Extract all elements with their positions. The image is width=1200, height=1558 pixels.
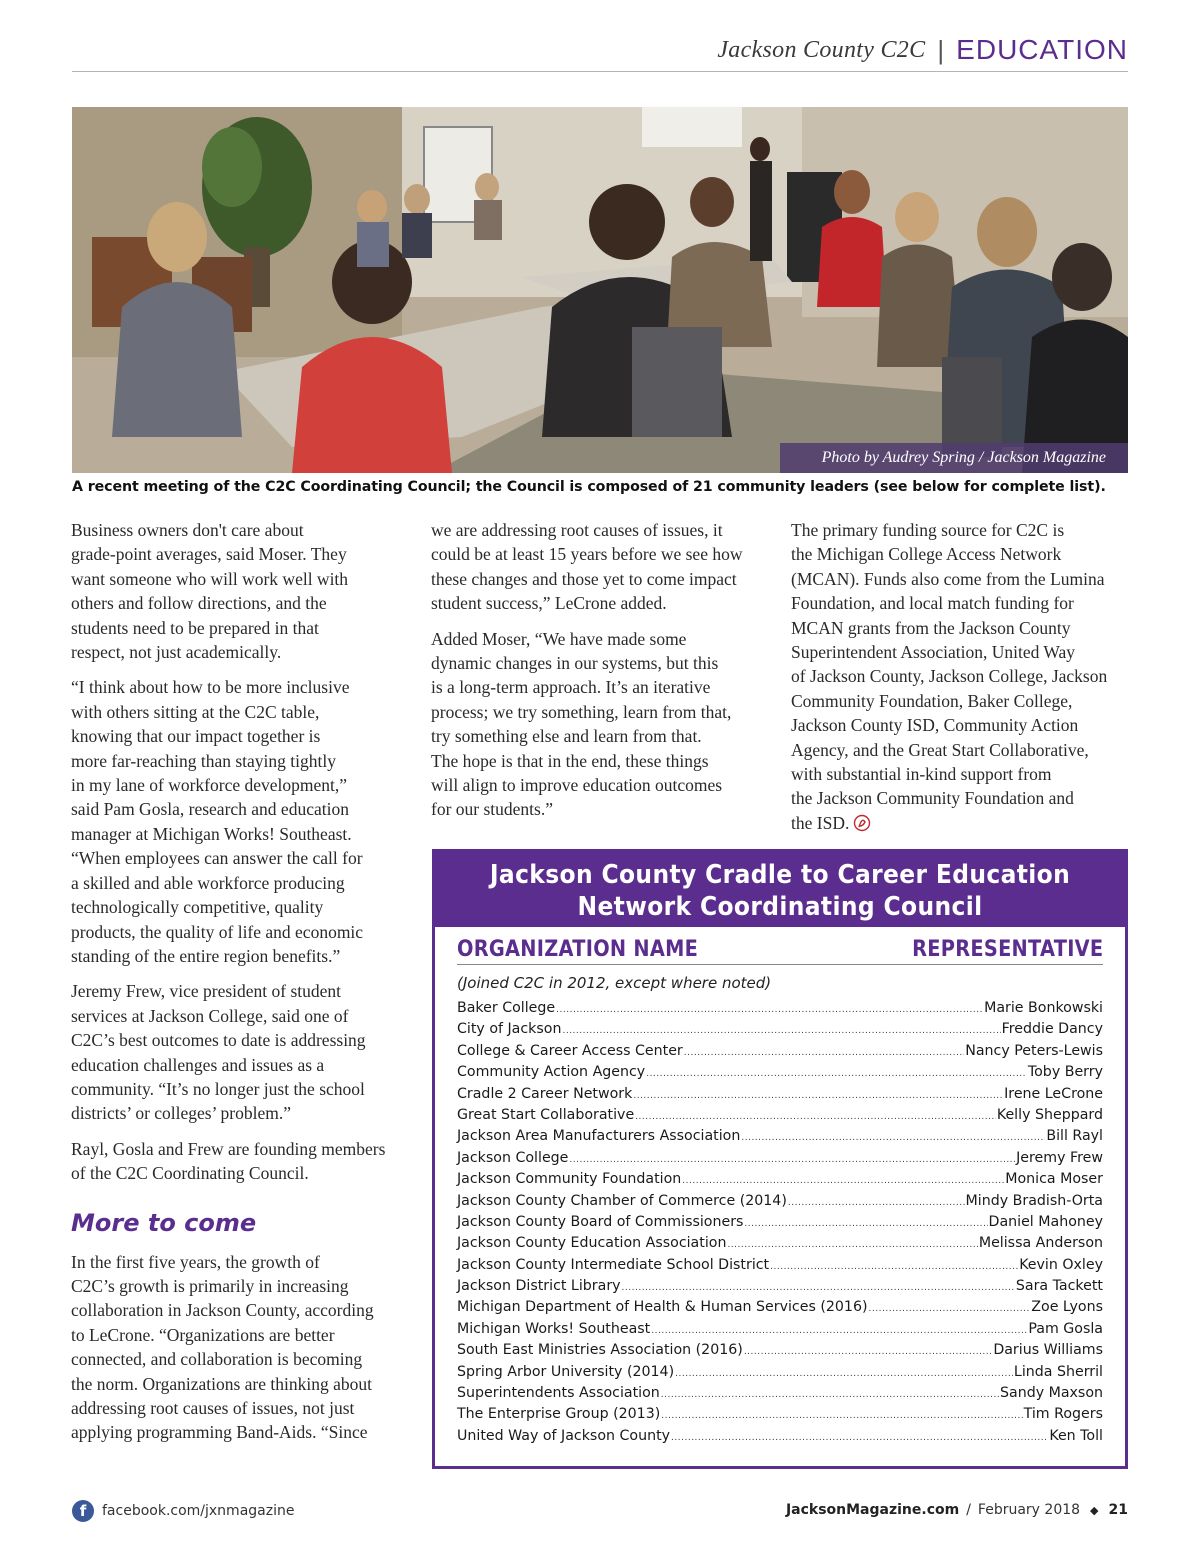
organization-name: Superintendents Association [457, 1385, 660, 1402]
representative-column-header: REPRESENTATIVE [911, 937, 1103, 962]
representative-name: Nancy Peters-Lewis [965, 1042, 1103, 1059]
council-title-line-2: Network Coordinating Council [577, 892, 983, 922]
organization-name: Jackson Area Manufacturers Association [457, 1128, 741, 1145]
council-title-line-1: Jackson County Cradle to Career Education [489, 860, 1071, 890]
council-title-bar [435, 852, 1125, 927]
council-row [457, 1299, 1103, 1320]
diamond-icon: ◆ [1090, 1503, 1099, 1517]
representative-name: Jeremy Frew [1016, 1149, 1103, 1166]
dot-leader [671, 1428, 1048, 1444]
organization-name: Spring Arbor University (2014) [457, 1363, 675, 1380]
council-list-box [432, 849, 1128, 1469]
dot-leader [569, 1150, 1015, 1166]
organization-name: Jackson Community Foundation [457, 1171, 682, 1188]
organization-name: Baker College [457, 1000, 556, 1016]
council-row [457, 1385, 1103, 1406]
meeting-photo [72, 107, 1128, 473]
paragraph: Added Moser, “We have made some dynamic changes in our systems, but this is a long-term approach. It’s an iterative process; we try something, learn from that, try something else and learn from that. The hope is that in the end, these things will align to improve education outcomes for our students.” [431, 628, 732, 820]
council-note: (Joined C2C in 2012, except where noted) [457, 974, 772, 992]
paragraph [791, 518, 1131, 835]
representative-name: Freddie Dancy [1001, 1021, 1103, 1038]
dot-leader [741, 1128, 1045, 1144]
council-row [457, 1406, 1103, 1427]
dot-leader [770, 1257, 1018, 1273]
article-column-2 [431, 518, 771, 833]
organization-name: College & Career Access Center [457, 1042, 683, 1059]
meeting-photo-illustration [72, 107, 1128, 473]
representative-name: Mindy Bradish-Orta [965, 1192, 1103, 1209]
council-row [457, 1107, 1103, 1128]
organization-name: Community Action Agency [457, 1064, 646, 1081]
dot-leader [684, 1043, 964, 1059]
representative-name: Linda Sherril [1013, 1363, 1103, 1380]
article-column-3 [791, 518, 1131, 846]
council-rows [457, 1000, 1103, 1449]
council-row [457, 1257, 1103, 1278]
council-row [457, 1043, 1103, 1064]
organization-name: Cradle 2 Career Network [457, 1085, 633, 1102]
representative-name: Sandy Maxson [1000, 1385, 1103, 1402]
organization-name: Jackson County Intermediate School District [457, 1256, 770, 1273]
paragraph: Jeremy Frew, vice president of student services at Jackson College, said one of C2C’s best outcomes to date is addressing education challenges and issues as a community. “It’s no longer just the school districts’ or colleges’ problem.” [71, 981, 366, 1124]
dot-leader [661, 1385, 999, 1401]
representative-name: Sara Tackett [1015, 1278, 1103, 1295]
dot-leader [635, 1107, 996, 1123]
dot-leader [727, 1235, 977, 1251]
representative-name: Toby Berry [1027, 1064, 1103, 1081]
footer-page-info [786, 1502, 1128, 1518]
header-separator: | [937, 34, 945, 65]
council-row [457, 1150, 1103, 1171]
representative-name: Bill Rayl [1046, 1128, 1103, 1145]
representative-name: Darius Williams [993, 1342, 1103, 1359]
representative-name: Tim Rogers [1023, 1406, 1103, 1423]
representative-name: Irene LeCrone [1004, 1085, 1103, 1102]
dot-leader [744, 1342, 993, 1358]
organization-name: Jackson County Education Association [457, 1235, 727, 1252]
footer-separator: / [966, 1502, 971, 1518]
council-row [457, 1021, 1103, 1042]
representative-name: Zoe Lyons [1031, 1299, 1103, 1316]
council-title [470, 852, 1091, 927]
council-row [457, 1278, 1103, 1299]
organization-name: Jackson County Chamber of Commerce (2014) [457, 1192, 787, 1209]
paragraph: Rayl, Gosla and Frew are founding members of the C2C Coordinating Council. [71, 1138, 386, 1184]
dot-leader [633, 1086, 1003, 1102]
paragraph-text: The primary funding source for C2C is the Michigan College Access Network (MCAN). Funds also come from the Lumina Foundation, and local match funding for MCAN grants from the Jackson County Superintendent Association, United Way of Jackson County, Jackson College, Jackson Community Foundation, Baker College, Jackson County ISD, Community Action Agency, and the Great Start Collaborative, with substantial in-kind support from the Jackson Community Foundation and the ISD. [791, 520, 1108, 833]
organization-name: Michigan Works! Southeast [457, 1320, 651, 1337]
footer-social [72, 1500, 294, 1522]
header-rule [72, 71, 1128, 72]
paragraph: we are addressing root causes of issues, it could be at least 15 years before we see how these changes and those yet to come impact student success,” LeCrone added. [431, 520, 743, 614]
website-link[interactable]: JacksonMagazine.com [785, 1502, 960, 1518]
representative-name: Daniel Mahoney [988, 1213, 1103, 1230]
page-header [717, 30, 1128, 70]
paragraph: In the first five years, the growth of C2C’s growth is primarily in increasing collaboration in Jackson County, according to LeCrone. “Organizations are better connected, and collaboration is becoming the norm. Organizations are thinking about addressing root causes of issues, not just applying programming Band-Aids. “Since [71, 1251, 374, 1443]
organization-name: Jackson District Library [457, 1278, 621, 1295]
organization-name: City of Jackson [457, 1021, 562, 1038]
page-number: 21 [1108, 1502, 1128, 1518]
council-row [457, 1235, 1103, 1256]
council-column-headers [457, 937, 1103, 965]
council-row [457, 1064, 1103, 1085]
facebook-link[interactable]: facebook.com/jxnmagazine [102, 1503, 295, 1519]
organization-column-header: ORGANIZATION NAME [457, 937, 699, 962]
council-row [457, 1000, 1103, 1021]
council-row [457, 1364, 1103, 1385]
dot-leader [869, 1299, 1031, 1315]
council-row [457, 1171, 1103, 1192]
council-row [457, 1086, 1103, 1107]
organization-name: United Way of Jackson County [457, 1427, 671, 1444]
dot-leader [646, 1064, 1027, 1080]
representative-name: Pam Gosla [1028, 1320, 1103, 1337]
representative-name: Ken Toll [1049, 1427, 1103, 1444]
subheading: More to come [71, 1208, 257, 1237]
dot-leader [556, 1000, 983, 1016]
representative-name: Monica Moser [1005, 1171, 1103, 1188]
photo-caption: A recent meeting of the C2C Coordinating Council; the Council is composed of 21 community leaders (see below for complete list). [72, 479, 1106, 495]
issue-date: February 2018 [977, 1502, 1081, 1518]
organization-name: Jackson College [457, 1149, 569, 1166]
organization-name: Great Start Collaborative [457, 1106, 635, 1123]
representative-name: Kelly Sheppard [996, 1106, 1103, 1123]
council-row [457, 1428, 1103, 1449]
dot-leader [562, 1021, 1000, 1037]
dot-leader [675, 1364, 1013, 1380]
council-row [457, 1342, 1103, 1363]
organization-name: Jackson County Board of Commissioners [457, 1213, 744, 1230]
photo-credit: Photo by Audrey Spring / Jackson Magazine [780, 443, 1128, 473]
representative-name: Marie Bonkowski [984, 1000, 1103, 1016]
dot-leader [744, 1214, 987, 1230]
representative-name: Melissa Anderson [978, 1235, 1103, 1252]
dot-leader [788, 1193, 965, 1209]
organization-name: The Enterprise Group (2013) [457, 1406, 661, 1423]
council-row [457, 1128, 1103, 1149]
article-column-1 [71, 518, 411, 1456]
end-of-article-icon [853, 814, 871, 832]
paragraph: Business owners don't care about grade-point averages, said Moser. They want someone who will work well with others and follow directions, and the students need to be prepared in that respect, not just academically. [71, 520, 349, 663]
council-row [457, 1321, 1103, 1342]
section-title: EDUCATION [956, 34, 1128, 65]
dot-leader [651, 1321, 1027, 1337]
magazine-title: Jackson County C2C [717, 36, 926, 63]
dot-leader [661, 1406, 1022, 1422]
representative-name: Kevin Oxley [1019, 1256, 1103, 1273]
dot-leader [622, 1278, 1015, 1294]
dot-leader [682, 1171, 1004, 1187]
organization-name: Michigan Department of Health & Human Services (2016) [457, 1299, 868, 1316]
facebook-icon: f [72, 1500, 94, 1522]
council-row [457, 1193, 1103, 1214]
organization-name: South East Ministries Association (2016) [457, 1342, 743, 1359]
paragraph: “I think about how to be more inclusive with others sitting at the C2C table, knowing that our impact together is more far-reaching than staying tightly in my lane of workforce development,” said Pam Gosla, research and education manager at Michigan Works! Southeast. “When employees can answer the call for a skilled and able workforce producing technologically competitive, quality products, the quality of life and economic standing of the entire region benefits.” [71, 677, 364, 966]
council-row [457, 1214, 1103, 1235]
